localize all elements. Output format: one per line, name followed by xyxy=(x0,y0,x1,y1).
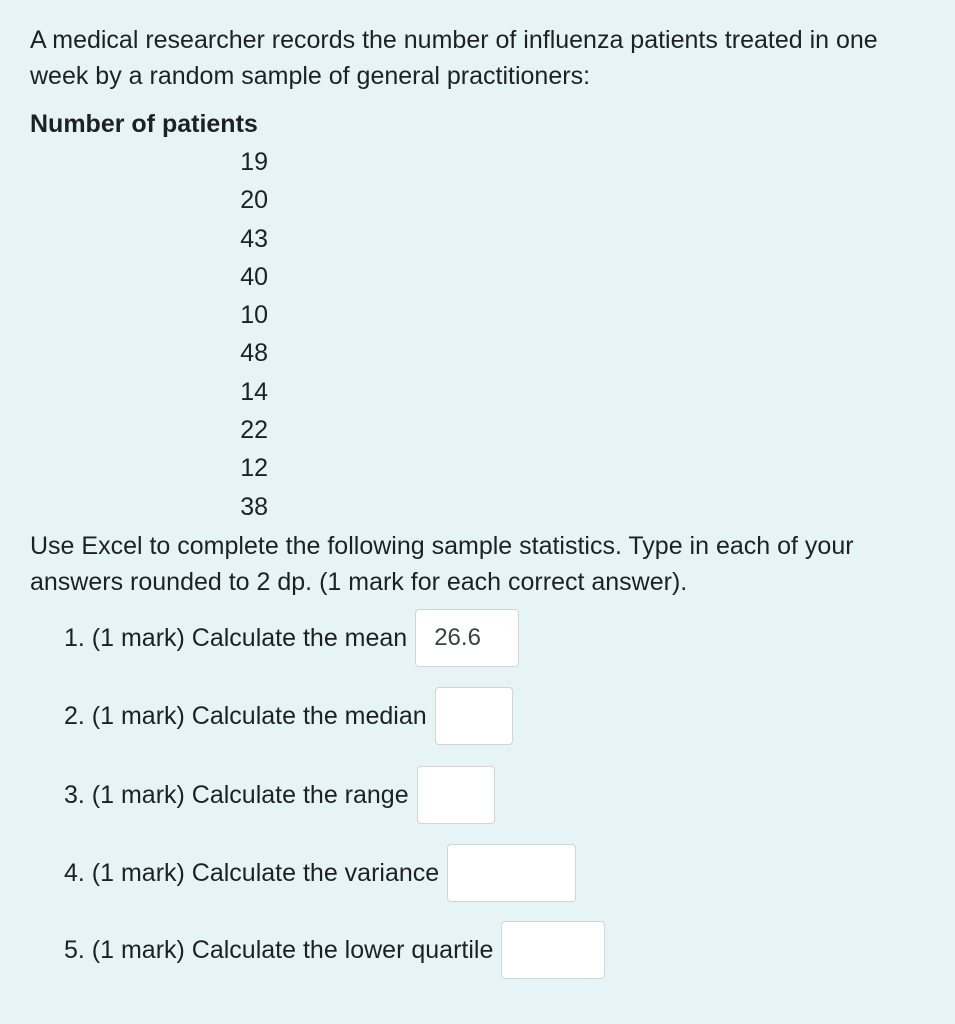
question-median xyxy=(64,687,513,745)
question-range xyxy=(64,766,495,824)
question-mean xyxy=(64,609,519,667)
question-label: 1. (1 mark) Calculate the mean xyxy=(64,624,408,652)
question-lower-quartile xyxy=(64,921,605,979)
lower-quartile-answer-input[interactable] xyxy=(501,921,605,979)
list-item: 14 xyxy=(240,377,268,406)
patients-list xyxy=(150,146,268,529)
list-item: 12 xyxy=(240,454,268,483)
question-label: 2. (1 mark) Calculate the median xyxy=(64,702,427,730)
question-intro: A medical researcher records the number of influenza patients treated in one week by a random sample of general practitioners: xyxy=(30,26,878,90)
table-header: Number of patients xyxy=(30,110,258,138)
list-item: 48 xyxy=(240,339,268,368)
list-item: 20 xyxy=(240,186,268,215)
instructions-text: Use Excel to complete the following sample statistics. Type in each of your answers rounded to 2 dp. (1 mark for each correct answer). xyxy=(30,532,854,596)
list-item: 22 xyxy=(240,416,268,445)
list-item: 38 xyxy=(240,492,268,521)
question-variance xyxy=(64,844,576,902)
question-label: 5. (1 mark) Calculate the lower quartile xyxy=(64,936,494,964)
mean-answer-input[interactable] xyxy=(415,609,519,667)
variance-answer-input[interactable] xyxy=(447,844,576,902)
list-item: 19 xyxy=(240,148,268,176)
question-label: 3. (1 mark) Calculate the range xyxy=(64,781,409,809)
median-answer-input[interactable] xyxy=(435,687,513,745)
list-item: 10 xyxy=(240,301,268,330)
list-item: 40 xyxy=(240,262,268,291)
list-item: 43 xyxy=(240,224,268,253)
question-label: 4. (1 mark) Calculate the variance xyxy=(64,859,440,887)
range-answer-input[interactable] xyxy=(417,766,495,824)
